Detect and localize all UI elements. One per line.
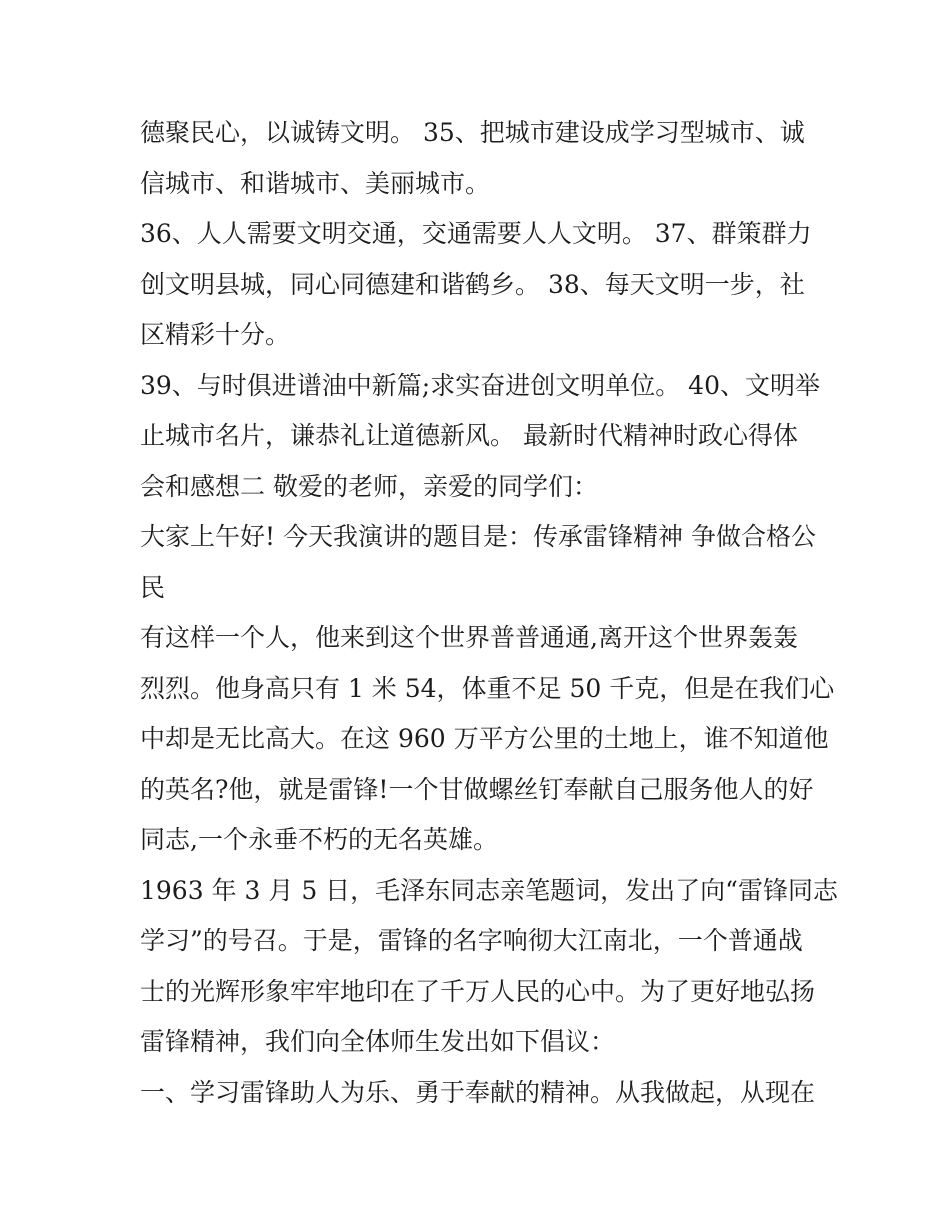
text-line: 信城市、和谐城市、美丽城市。 (140, 168, 491, 198)
text-line: 止城市名片，谦恭礼让道德新风。 最新时代精神时政心得体 (140, 421, 798, 450)
text-line: 区精彩十分。 (140, 320, 291, 349)
text-line: 创文明县城，同心同德建和谐鹤乡。 38、每天文明一步，社 (140, 269, 805, 299)
text-line: 士的光辉形象牢牢地印在了千万人民的心中。为了更好地弘扬 (140, 976, 816, 1006)
text-line: 的英名?他，就是雷锋!一个甘做螺丝钉奉献自己服务他人的好 (140, 774, 814, 804)
text-line: 39、与时俱进谱油中新篇;求实奋进创文明单位。 40、文明举 (140, 370, 820, 400)
text-line: 雷锋精神，我们向全体师生发出如下倡议： (140, 1027, 616, 1056)
text-line: 36、人人需要文明交通，交通需要人人文明。 37、群策群力 (140, 219, 812, 248)
text-line: 有这样一个人，他来到这个世界普普通通,离开这个世界轰轰 (140, 623, 798, 652)
document-body (140, 108, 838, 1118)
text-line: 学习”的号召。于是，雷锋的名字响彻大江南北，一个普通战 (140, 926, 803, 955)
text-line: 1963 年 3 月 5 日，毛泽东同志亲笔题词，发出了向“雷锋同志 (140, 875, 838, 905)
text-line: 中却是无比高大。在这 960 万平方公里的土地上，谁不知道他 (140, 724, 829, 753)
text-line: 烈烈。他身高只有 1 米 54，体重不足 50 千克，但是在我们心 (140, 673, 835, 703)
text-line: 民 (140, 572, 166, 602)
text-line: 一、学习雷锋助人为乐、勇于奉献的精神。从我做起，从现在 (140, 1077, 816, 1107)
text-line: 大家上午好! 今天我演讲的题目是：传承雷锋精神 争做合格公 (140, 522, 816, 551)
text-line: 同志,一个永垂不朽的无名英雄。 (140, 825, 498, 854)
text-line: 德聚民心，以诚铸文明。 35、把城市建设成学习型城市、诚 (140, 118, 805, 147)
text-line: 会和感想二 敬爱的老师，亲爱的同学们： (140, 471, 598, 501)
